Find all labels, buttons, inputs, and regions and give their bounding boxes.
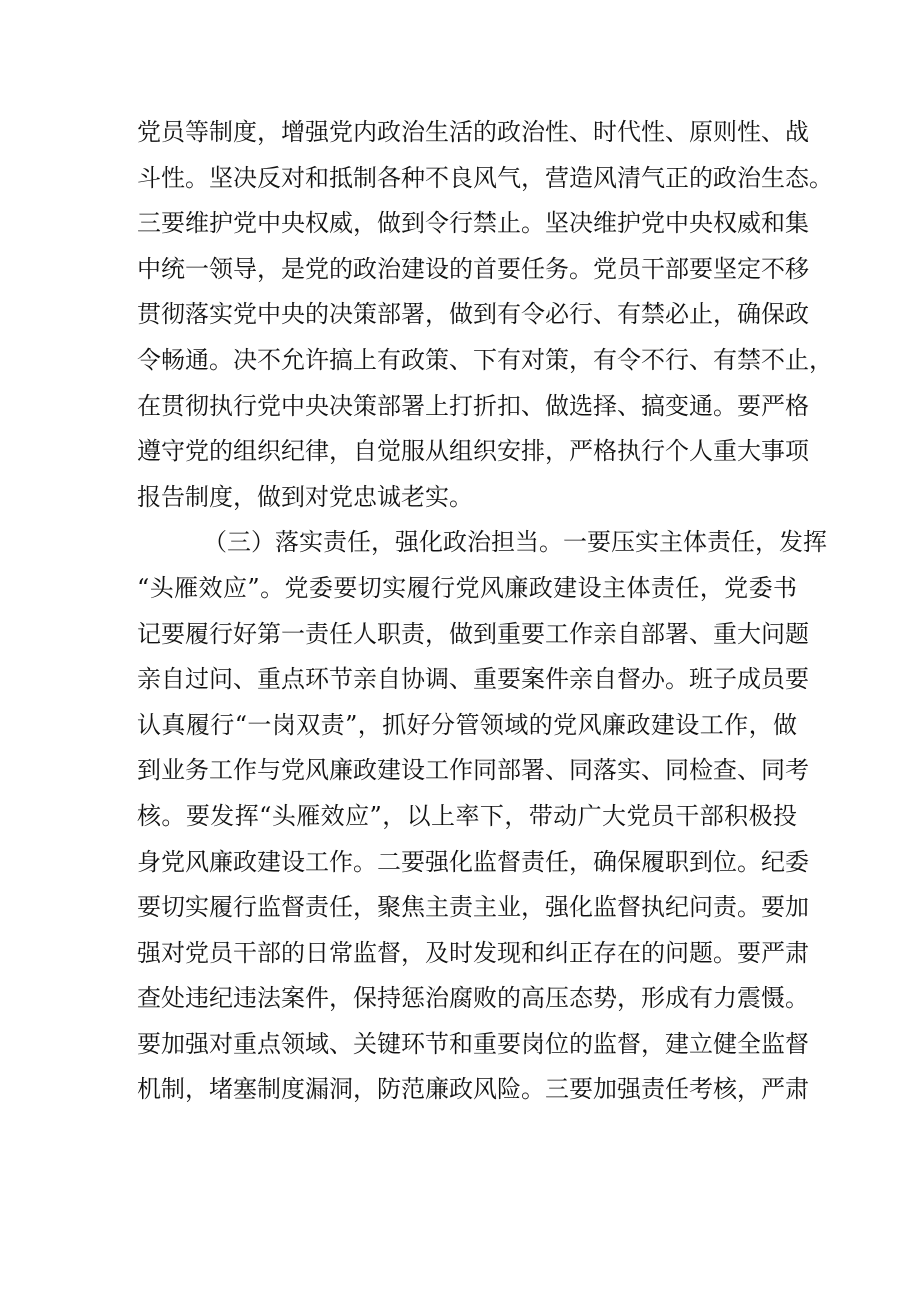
body-text: [137, 110, 833, 1113]
text-line: 核。要发挥“头雁效应”，以上率下，带动广大党员干部积极投: [137, 801, 797, 830]
text-line: 认真履行“一岗双责”，抓好分管领域的党风廉政建设工作，做: [137, 710, 797, 739]
text-line: “头雁效应”。党委要切实履行党风廉政建设主体责任，党委书: [137, 573, 797, 602]
text-line: 令畅通。决不允许搞上有政策、下有对策，有令不行、有禁不止，: [137, 345, 833, 374]
text-line: 党员等制度，增强党内政治生活的政治性、时代性、原则性、战: [137, 118, 809, 146]
text-line: 查处违纪违法案件，保持惩治腐败的高压态势，形成有力震慑。: [137, 984, 809, 1013]
text-line: 在贯彻执行党中央决策部署上打折扣、做选择、搞变通。要严格: [137, 391, 809, 420]
text-line: 到业务工作与党风廉政建设工作同部署、同落实、同检查、同考: [137, 756, 809, 785]
text-line: 遵守党的组织纪律，自觉服从组织安排，严格执行个人重大事项: [137, 437, 809, 466]
text-line: 强对党员干部的日常监督，及时发现和纠正存在的问题。要严肃: [137, 938, 809, 967]
text-line: 斗性。坚决反对和抵制各种不良风气，营造风清气正的政治生态。: [137, 163, 833, 192]
paragraph: [137, 520, 827, 1113]
paragraph: [137, 110, 833, 520]
text-line: 亲自过问、重点环节亲自协调、重要案件亲自督办。班子成员要: [137, 665, 809, 694]
text-line: 报告制度，做到对党忠诚老实。: [137, 482, 473, 511]
text-line: 要切实履行监督责任，聚焦主责主业，强化监督执纪问责。要加: [137, 893, 809, 922]
text-line: 三要维护党中央权威，做到令行禁止。坚决维护党中央权威和集: [137, 209, 809, 238]
text-line: 身党风廉政建设工作。二要强化监督责任，确保履职到位。纪委: [137, 847, 809, 876]
text-line: 贯彻落实党中央的决策部署，做到有令必行、有禁必止，确保政: [137, 300, 809, 329]
text-line: （三）落实责任，强化政治担当。一要压实主体责任，发挥: [203, 528, 827, 557]
text-line: 中统一领导，是党的政治建设的首要任务。党员干部要坚定不移: [137, 254, 809, 283]
text-line: 要加强对重点领域、关键环节和重要岗位的监督，建立健全监督: [137, 1029, 809, 1058]
text-line: 机制，堵塞制度漏洞，防范廉政风险。三要加强责任考核，严肃: [137, 1075, 809, 1104]
text-line: 记要履行好第一责任人职责，做到重要工作亲自部署、重大问题: [137, 619, 809, 648]
